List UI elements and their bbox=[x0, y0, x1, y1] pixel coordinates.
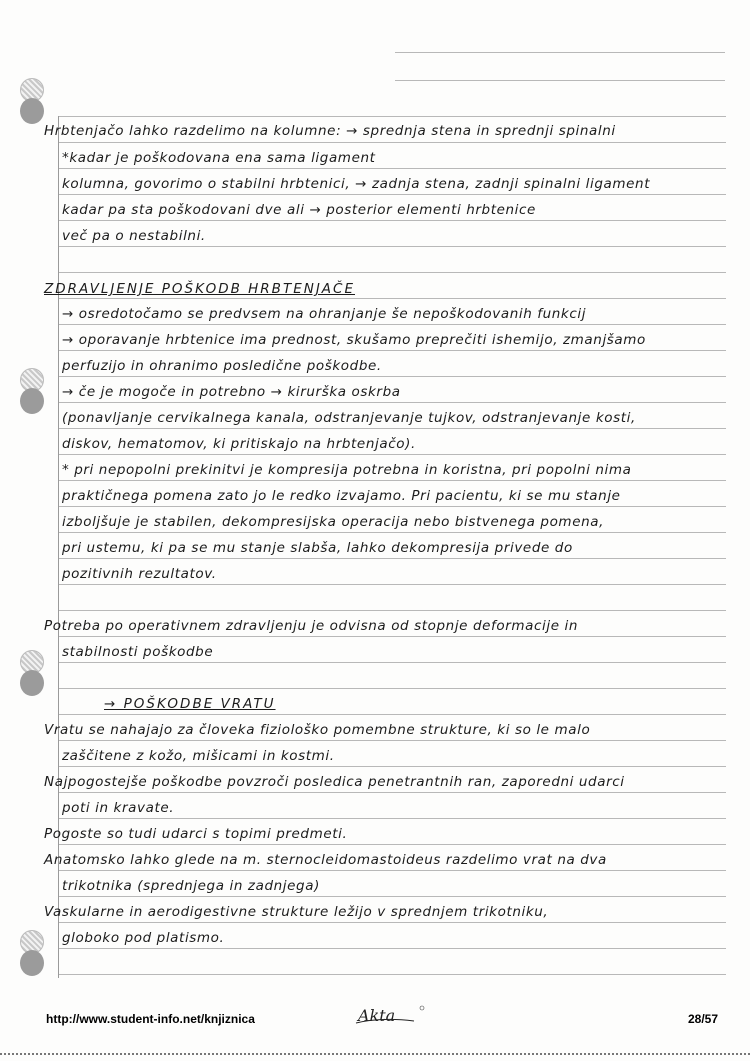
note-line: stabilnosti poškodbe bbox=[62, 644, 214, 660]
note-line: diskov, hematomov, ki pritiskajo na hrbtenjačo). bbox=[62, 436, 416, 452]
note-line: *kadar je poškodovana ena sama ligament bbox=[62, 150, 376, 166]
binder-hole bbox=[20, 368, 44, 416]
ruled-line bbox=[58, 298, 726, 299]
ruled-line bbox=[58, 220, 726, 221]
ruled-line bbox=[58, 142, 726, 143]
note-line: pozitivnih rezultatov. bbox=[62, 566, 217, 582]
binder-hole bbox=[20, 650, 44, 698]
ruled-line bbox=[58, 350, 726, 351]
note-line: kadar pa sta poškodovani dve ali → posterior elementi hrbtenice bbox=[62, 202, 536, 218]
ruled-line bbox=[58, 948, 726, 949]
ruled-line bbox=[58, 272, 726, 273]
note-line: * pri nepopolni prekinitvi je kompresija potrebna in koristna, pri popolni nima bbox=[62, 462, 632, 478]
note-line: globoko pod platismo. bbox=[62, 930, 225, 946]
ruled-line bbox=[58, 376, 726, 377]
note-line: Vratu se nahajajo za človeka fiziološko pomembne strukture, ki so le malo bbox=[44, 722, 591, 738]
note-line: več pa o nestabilni. bbox=[62, 228, 206, 244]
note-line: Najpogostejše poškodbe povzroči posledica penetrantnih ran, zaporedni udarci bbox=[44, 774, 625, 790]
ruled-line bbox=[58, 636, 726, 637]
ruled-line bbox=[58, 844, 726, 845]
ruled-line bbox=[58, 740, 726, 741]
section-heading: → POŠKODBE VRATU bbox=[104, 696, 276, 712]
ruled-line bbox=[58, 870, 726, 871]
ruled-line bbox=[58, 792, 726, 793]
note-line: izboljšuje je stabilen, dekompresijska operacija nebo bistvenega pomena, bbox=[62, 514, 605, 530]
note-line: Anatomsko lahko glede na m. sternocleidomastoideus razdelimo vrat na dva bbox=[44, 852, 607, 868]
note-line: (ponavljanje cervikalnega kanala, odstranjevanje tujkov, odstranjevanje kosti, bbox=[62, 410, 636, 426]
ruled-line bbox=[395, 80, 725, 81]
page-number: 28/57 bbox=[688, 1012, 719, 1026]
ruled-line bbox=[58, 610, 726, 611]
note-line: Pogoste so tudi udarci s topimi predmeti. bbox=[44, 826, 348, 842]
ruled-line bbox=[58, 428, 726, 429]
ruled-line bbox=[58, 480, 726, 481]
note-line: kolumna, govorimo o stabilni hrbtenici, → zadnja stena, zadnji spinalni ligament bbox=[62, 176, 651, 192]
note-line: perfuzijo in ohranimo posledične poškodbe. bbox=[62, 358, 382, 374]
ruled-line bbox=[58, 246, 726, 247]
ruled-line bbox=[58, 324, 726, 325]
ruled-line bbox=[58, 714, 726, 715]
ruled-line bbox=[58, 896, 726, 897]
note-line: Hrbtenjačo lahko razdelimo na kolumne: → sprednja stena in sprednji spinalni bbox=[44, 123, 616, 139]
page-edge bbox=[0, 1053, 750, 1055]
note-line: Vaskularne in aerodigestivne strukture ležijo v sprednjem trikotniku, bbox=[44, 904, 549, 920]
akta-logo-text: Akta bbox=[358, 1006, 396, 1025]
ruled-line bbox=[58, 116, 726, 117]
akta-logo bbox=[352, 1003, 432, 1027]
note-line: poti in kravate. bbox=[62, 800, 175, 816]
ruled-line bbox=[58, 558, 726, 559]
ruled-line bbox=[58, 168, 726, 169]
ruled-line bbox=[58, 688, 726, 689]
note-line: praktičnega pomena zato jo le redko izvajamo. Pri pacientu, ki se mu stanje bbox=[62, 488, 621, 504]
note-line: Potreba po operativnem zdravljenju je odvisna od stopnje deformacije in bbox=[44, 618, 579, 634]
ruled-line bbox=[58, 922, 726, 923]
note-line: trikotnika (sprednjega in zadnjega) bbox=[62, 878, 320, 894]
margin-line bbox=[58, 116, 59, 978]
ruled-line bbox=[58, 974, 726, 975]
section-heading: ZDRAVLJENJE POŠKODB HRBTENJAČE bbox=[44, 281, 355, 297]
ruled-line bbox=[58, 454, 726, 455]
ruled-line bbox=[58, 402, 726, 403]
binder-hole bbox=[20, 78, 44, 126]
note-line: → osredotočamo se predvsem na ohranjanje še nepoškodovanih funkcij bbox=[62, 306, 587, 322]
ruled-line bbox=[58, 506, 726, 507]
note-line: pri ustemu, ki pa se mu stanje slabša, lahko dekompresija privede do bbox=[62, 540, 573, 556]
ruled-line bbox=[58, 584, 726, 585]
binder-hole bbox=[20, 930, 44, 978]
ruled-line bbox=[58, 194, 726, 195]
ruled-line bbox=[395, 52, 725, 53]
ruled-line bbox=[58, 818, 726, 819]
ruled-line bbox=[58, 532, 726, 533]
note-line: zaščitene z kožo, mišicami in kostmi. bbox=[62, 748, 335, 764]
note-line: → če je mogoče in potrebno → kirurška oskrba bbox=[62, 384, 401, 400]
note-line: → oporavanje hrbtenice ima prednost, skušamo preprečiti ishemijo, zmanjšamo bbox=[62, 332, 646, 348]
ruled-line bbox=[58, 766, 726, 767]
footer-url[interactable]: http://www.student-info.net/knjiznica bbox=[46, 1012, 255, 1026]
ruled-line bbox=[58, 662, 726, 663]
